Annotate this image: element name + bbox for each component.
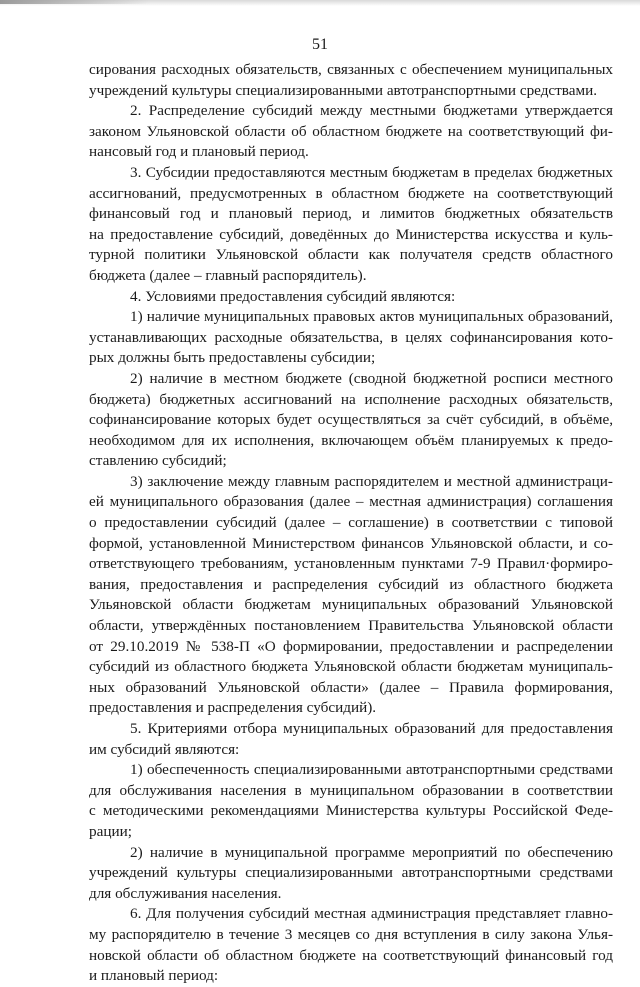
text-line: 1) обеспеченность специализированными автотранспортными средствами — [130, 761, 613, 779]
text-line: формой, установленной Министерством финансов Ульяновской области, и со- — [89, 534, 613, 552]
text-line: устанавливающих расходные обязательства, в целях софинансирования кото- — [89, 328, 613, 346]
text-line: учреждений культуры специализированными автотранспортными средствами — [89, 864, 613, 882]
text-line: сирования расходных обязательств, связанных с обеспечением муниципальных — [89, 61, 613, 78]
text-line: о предоставлении субсидий (далее – соглашение) в соответствии с типовой — [89, 514, 613, 532]
text-line: им субсидий являются: — [89, 740, 240, 758]
text-line: 6. Для получения субсидий местная администрация представляет главно- — [130, 905, 613, 923]
text-line: Ульяновской области бюджетам муниципальных образований Ульяновской — [89, 596, 613, 614]
text-line: новской области об областном бюджете на соответствующий финансовый год — [89, 946, 613, 964]
text-line: ей муниципального образования (далее – местная администрация) соглашения — [89, 493, 613, 511]
text-line: ответствующего требованиям, установленным пунктами 7-9 Правил·формиро- — [89, 555, 613, 573]
text-line: 2) наличие в муниципальной программе мероприятий по обеспечению — [130, 843, 613, 861]
text-line: 3. Субсидии предоставляются местным бюджетам в пределах бюджетных — [130, 163, 613, 181]
text-line: и плановый период: — [89, 967, 219, 985]
text-line: нансовый год и плановый период. — [89, 143, 309, 161]
text-line: 5. Критериями отбора муниципальных образований для предоставления — [130, 720, 613, 737]
text-line: от 29.10.2019 № 538-П «О формировании, предоставлении и распределении — [89, 637, 613, 655]
text-line: финансовый год и плановый период, и лимитов бюджетных обязательств — [89, 205, 613, 223]
text-line: 2) наличие в местном бюджете (сводной бюджетной росписи местного — [130, 369, 613, 387]
text-line: 1) наличие муниципальных правовых актов муниципальных образований, — [130, 308, 613, 326]
text-line: вания, предоставления и распределения субсидий из областного бюджета — [89, 575, 613, 593]
text-line: на предоставление субсидий, доведённых до Министерства искусства и куль- — [89, 225, 613, 243]
text-line: рации; — [89, 822, 132, 840]
text-line: 2. Распределение субсидий между местными бюджетами утверждается — [130, 102, 613, 120]
text-line: необходимом для их исполнения, включающем объём планируемых к предо- — [89, 431, 613, 449]
text-line: 4. Условиями предоставления субсидий являются: — [130, 287, 456, 305]
page-number: 51 — [312, 36, 328, 53]
text-line: турной политики Ульяновской области как получателя средств областного — [89, 246, 613, 264]
text-line: бюджета) бюджетных ассигнований на исполнение расходных обязательств, — [89, 390, 613, 408]
text-line: ных образований Ульяновской области» (далее – Правила формирования, — [89, 678, 613, 696]
scan-artifact — [0, 0, 150, 4]
text-line: области, утверждённых постановлением Правительства Ульяновской области — [89, 617, 613, 635]
text-line: софинансирование которых будет осуществляться за счёт субсидий, в объёме, — [89, 411, 613, 429]
text-line: бюджета (далее – главный распорядитель). — [89, 266, 367, 284]
text-line: для обслуживания населения в муниципальном образовании в соответствии — [89, 781, 613, 799]
text-line: субсидий из областного бюджета Ульяновской области бюджетам муниципаль- — [89, 658, 613, 676]
text-line: предоставления и распределения субсидий). — [89, 699, 377, 717]
text-line: учреждений культуры специализированными автотранспортными средствами. — [89, 81, 598, 99]
text-line: ставлению субсидий; — [89, 452, 227, 470]
text-line: ассигнований, предусмотренных в областном бюджете на соответствующий — [89, 184, 613, 202]
text-line: законом Ульяновской области об областном бюджете на соответствующий фи- — [89, 122, 613, 140]
text-line: рых должны быть предоставлены субсидии; — [89, 349, 376, 367]
text-line: 3) заключение между главным распорядителем и местной администраци- — [130, 472, 613, 490]
text-line: му распорядителю в течение 3 месяцев со дня вступления в силу закона Улья- — [89, 925, 613, 943]
text-line: для обслуживания населения. — [89, 884, 282, 902]
document-body — [89, 60, 613, 987]
text-line: с методическими рекомендациями Министерства культуры Российской Феде- — [89, 802, 613, 820]
